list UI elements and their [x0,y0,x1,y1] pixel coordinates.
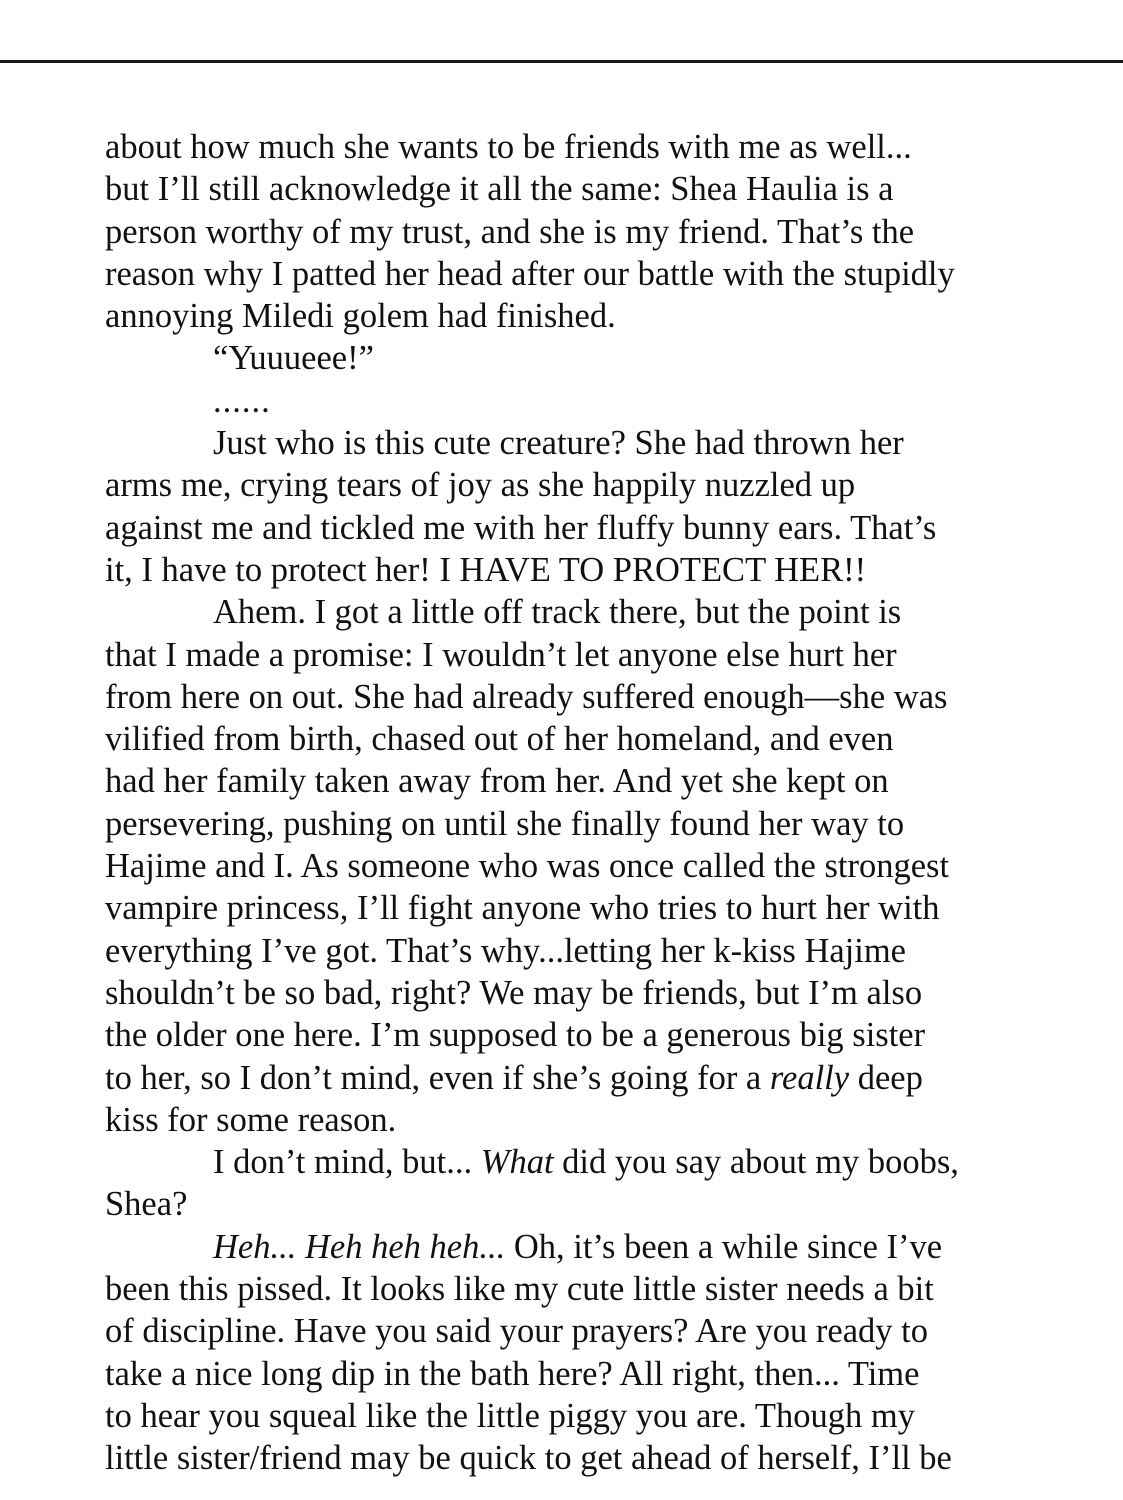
paragraph-3 [105,380,1005,422]
italic-run: Heh... Heh heh heh... [213,1227,506,1266]
italic-run: What [480,1143,554,1182]
text-line: to hear you squeal like the little piggy you are. Though my [105,1396,915,1435]
text-line: kiss for some reason. [105,1100,397,1139]
text-run: deep [849,1058,923,1097]
text-line: persevering, pushing on until she finally found her way to [105,804,905,843]
text-run: Oh, it’s been a while since I’ve [505,1227,943,1266]
text-line: person worthy of my trust, and she is my friend. That’s the [105,212,915,251]
text-line: about how much she wants to be friends with me as well... [105,128,912,166]
text-line: against me and tickled me with her fluffy bunny ears. That’s [105,508,937,547]
page-body [105,126,1005,1480]
text-line: shouldn’t be so bad, right? We may be friends, but I’m also [105,973,923,1012]
text-line: of discipline. Have you said your prayers? Are you ready to [105,1312,928,1351]
text-line: but I’ll still acknowledge it all the same: Shea Haulia is a [105,170,894,209]
text-line: little sister/friend may be quick to get ahead of herself, I’ll be [105,1439,952,1478]
text-line: ...... [213,381,271,420]
paragraph-5 [105,591,1005,1141]
text-line: annoying Miledi golem had finished. [105,297,616,336]
top-rule [0,60,1123,63]
text-line: Ahem. I got a little off track there, but the point is [213,593,902,632]
text-run: to her, so I don’t mind, even if she’s going for a [105,1058,770,1097]
paragraph-4 [105,422,1005,591]
text-line [105,1226,1005,1268]
text-line: had her family taken away from her. And yet she kept on [105,762,889,801]
text-line: everything I’ve got. That’s why...letting her k-kiss Hajime [105,931,906,970]
text-line: the older one here. I’m supposed to be a generous big sister [105,1016,926,1055]
text-line: it, I have to protect her! I HAVE TO PROTECT HER!! [105,550,867,589]
text-line [105,1057,1005,1099]
text-line: take a nice long dip in the bath here? All right, then... Time [105,1354,920,1393]
italic-run: really [769,1058,850,1097]
text-line [105,1141,1005,1183]
text-line: Just who is this cute creature? She had thrown her [213,424,904,463]
text-line: vampire princess, I’ll fight anyone who tries to hurt her with [105,889,940,928]
text-run: did you say about my boobs, [553,1143,959,1182]
paragraph-6 [105,1141,1005,1226]
paragraph-2 [105,337,1005,379]
paragraph-7 [105,1226,1005,1480]
text-line: arms me, crying tears of joy as she happily nuzzled up [105,466,856,505]
text-line: Shea? [105,1185,188,1224]
text-line: that I made a promise: I wouldn’t let anyone else hurt her [105,635,897,674]
text-line: vilified from birth, chased out of her homeland, and even [105,720,894,759]
paragraph-1 [105,126,1005,337]
text-run: I don’t mind, but... [213,1143,481,1182]
text-line: from here on out. She had already suffered enough—she was [105,677,948,716]
text-line: Hajime and I. As someone who was once called the strongest [105,847,950,886]
text-line: been this pissed. It looks like my cute little sister needs a bit [105,1270,934,1309]
text-line: reason why I patted her head after our battle with the stupidly [105,254,955,293]
text-line: “Yuuueee!” [213,339,374,378]
